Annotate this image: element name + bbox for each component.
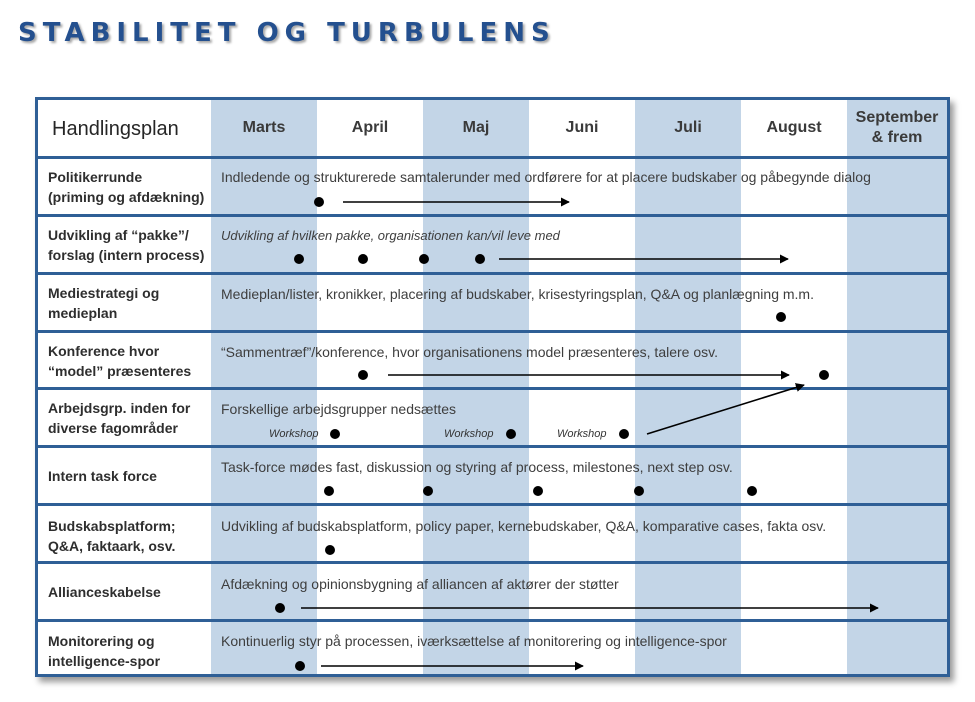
row-label-budskabsplatform: Budskabsplatform; Q&A, faktaark, osv.	[48, 518, 176, 554]
row-label-politikerrunde: Politikerrunde (priming og afdækning)	[48, 169, 205, 205]
workshop-label: Workshop	[444, 428, 494, 440]
milestone-dot	[506, 429, 516, 439]
row-desc-task-force: Task-force mødes fast, diskussion og styring af process, milestones, next step osv.	[221, 459, 733, 475]
month-september: September & frem	[855, 109, 939, 146]
month-marts: Marts	[242, 119, 286, 136]
row-desc-budskabsplatform: Udvikling af budskabsplatform, policy paper, kernebudskaber, Q&A, komparative cases, fakta osv.	[221, 518, 827, 534]
month-juli: Juli	[674, 119, 702, 136]
milestone-dot	[533, 486, 543, 496]
timeline-markers	[38, 100, 950, 677]
page-title: STABILITET OG TURBULENS	[18, 18, 556, 48]
milestone-dot	[358, 254, 368, 264]
workshop-label: Workshop	[557, 428, 607, 440]
milestone-dot	[747, 486, 757, 496]
row-desc-udvikling-pakke: Udvikling af hvilken pakke, organisationen kan/vil leve med	[221, 228, 560, 243]
milestone-dot	[819, 370, 829, 380]
row-label-allianceskabelse: Allianceskabelse	[48, 584, 161, 600]
milestone-dot	[475, 254, 485, 264]
row-label-arbejdsgrupper: Arbejdsgrp. inden for diverse fagområder	[48, 400, 191, 436]
workshop-label: Workshop	[269, 428, 319, 440]
milestone-dot	[314, 197, 324, 207]
milestone-dot	[330, 429, 340, 439]
month-august: August	[766, 119, 822, 136]
row-desc-mediestrategi: Medieplan/lister, kronikker, placering af budskaber, krisestyringsplan, Q&A og planlægning m.m.	[221, 286, 814, 302]
milestone-dot	[324, 486, 334, 496]
row-desc-arbejdsgrupper: Forskellige arbejdsgrupper nedsættes	[221, 401, 457, 417]
milestone-dot	[275, 603, 285, 613]
arrow	[647, 385, 804, 434]
milestone-dot	[423, 486, 433, 496]
row-label-udvikling-pakke: Udvikling af “pakke”/ forslag (intern process)	[48, 227, 205, 263]
milestone-dot	[634, 486, 644, 496]
action-plan-table	[35, 97, 950, 677]
row-desc-monitorering: Kontinuerlig styr på processen, iværksættelse af monitorering og intelligence-spor	[221, 633, 727, 649]
row-desc-konference: “Sammentræf”/konference, hvor organisationens model præsenteres, talere osv.	[221, 344, 718, 360]
row-label-monitorering: Monitorering og intelligence-spor	[48, 633, 161, 669]
milestone-dot	[419, 254, 429, 264]
row-label-mediestrategi: Mediestrategi og medieplan	[48, 285, 160, 321]
header-label: Handlingsplan	[52, 118, 179, 140]
row-desc-allianceskabelse: Afdækning og opinionsbygning af alliancen af aktører der støtter	[221, 576, 619, 592]
milestone-dot	[294, 254, 304, 264]
month-april: April	[351, 119, 389, 136]
row-label-konference: Konference hvor “model” præsenteres	[48, 343, 192, 379]
milestone-dot	[325, 545, 335, 555]
row-desc-politikerrunde: Indledende og strukturerede samtalerunder med ordførere for at placere budskaber og påbegynde dialog	[221, 169, 871, 185]
row-label-task-force: Intern task force	[48, 468, 157, 484]
month-maj: Maj	[462, 119, 490, 136]
milestone-dot	[776, 312, 786, 322]
month-juni: Juni	[565, 119, 599, 136]
milestone-dot	[295, 661, 305, 671]
milestone-dot	[619, 429, 629, 439]
milestone-dot	[358, 370, 368, 380]
